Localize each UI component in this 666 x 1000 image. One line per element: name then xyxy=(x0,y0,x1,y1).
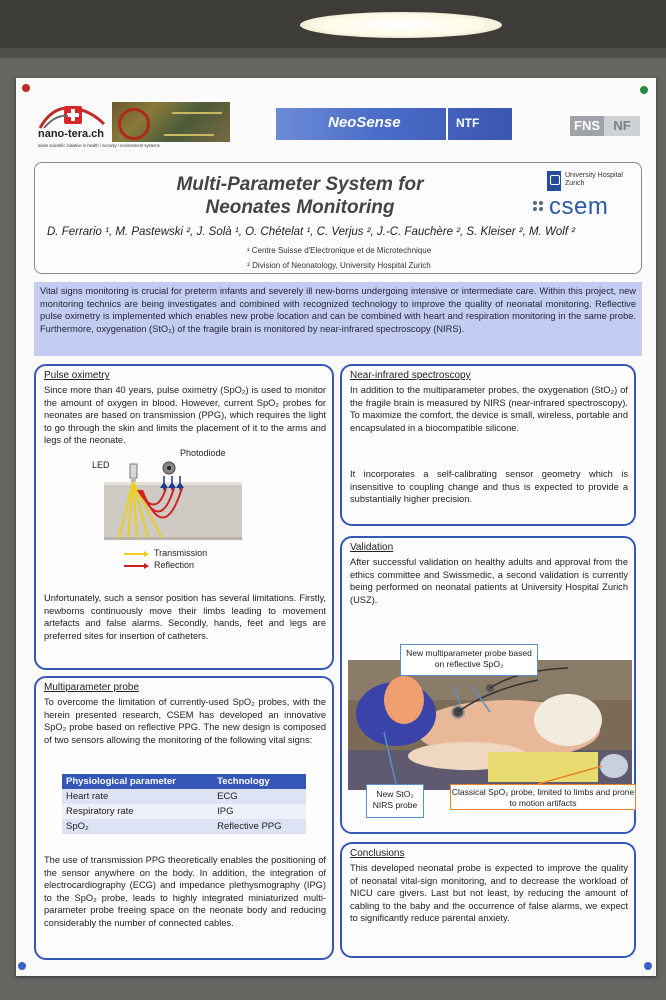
table-row xyxy=(62,819,306,834)
callout-multiparameter-probe: New multiparameter probe based on reflective SpO₂ xyxy=(400,644,538,676)
title-line-1: Multi-Parameter System for xyxy=(176,174,424,195)
nf-label: NF xyxy=(604,116,640,136)
project-code: NTF xyxy=(456,116,480,130)
poster xyxy=(16,78,656,976)
validation-heading: Validation xyxy=(350,542,394,553)
table-cell: Respiratory rate xyxy=(62,804,213,819)
csem-dots-icon xyxy=(533,201,543,211)
pin-icon xyxy=(22,84,30,92)
nirs-text-2: It incorporates a self-calibrating sensor geometry which is insensitive to coupling change and thus is expected to provide a substantially higher precision. xyxy=(350,469,628,505)
nanotera-logo-icon xyxy=(38,102,106,130)
csem-name: csem xyxy=(549,193,609,220)
multi-text-2: The use of transmission PPG theoretically enables the positioning of the sensor anywhere on the body. In addition, the integration of electrocardiography (ECG) and impedance plethysmography (IPG) to the SpO₂ probe, leads to highly integrated miniaturized multi-parameter probe freeing space on the neonate body and reducing considerably the number of connected cables. xyxy=(44,855,326,928)
ppg-diagram xyxy=(92,446,304,576)
affiliation-1: ¹ Centre Suisse d'Electronique et de Microtechnique xyxy=(246,246,432,255)
project-name: NeoSense xyxy=(328,114,401,131)
nirs-text-1: In addition to the multiparameter probes, the oxygenation (StO₂) of the fragile brain is measured by NIRS (near-infrared spectroscopy). To maximize the comfort, the device is small, wireless, portable and encapsulated in a biocompatible silicone. xyxy=(350,385,628,433)
led-label: LED xyxy=(92,460,110,470)
legend-transmission: Transmission xyxy=(154,548,208,558)
fnsnf-logo xyxy=(570,116,640,136)
table-cell: IPG xyxy=(213,804,306,819)
author-list: D. Ferrario ¹, M. Pastewski ², J. Solà ¹, O. Chételat ¹, C. Verjus ², J.-C. Fauchère ², S. Kleiser ², M. Wolf ² xyxy=(47,226,576,238)
table-header: Physiological parameter xyxy=(62,774,213,789)
table-header-row xyxy=(62,774,306,789)
multiparameter-box xyxy=(34,676,334,960)
vital-signs-table xyxy=(62,774,306,834)
nirs-heading: Near-infrared spectroscopy xyxy=(350,370,471,381)
multi-heading: Multiparameter probe xyxy=(44,682,140,693)
ceiling-lamp xyxy=(300,12,502,38)
pin-icon xyxy=(640,86,648,94)
pulse-text-1: Since more than 40 years, pulse oximetry (SpO₂) is used to monitor the amount of oxygen in blood. However, current SpO₂ probes for neonates are based on transmission (PPG), which requires the light to go through the skin and limits the placement of it to the arms and legs of the neonate. xyxy=(44,385,326,446)
pulse-heading: Pulse oximetry xyxy=(44,370,110,381)
fns-label: FNS xyxy=(570,116,604,136)
table-cell: Reflective PPG xyxy=(213,819,306,834)
nanotera-tagline: swiss scientific initiative in health / security / environment systems xyxy=(38,143,160,148)
nanotera-image-logo xyxy=(112,102,230,142)
usz-logo xyxy=(547,171,639,193)
conclusions-text: This developed neonatal probe is expected to improve the quality of neonatal vital-sign monitoring, and to decrease the workload of NICU care givers. Last but not least, by reducing the amount of cabling to the baby and the occurrence of false alarms, we expect to significantly reduce parental anxiety. xyxy=(350,863,628,924)
callout-classical-probe: Classical SpO₂ probe, limited to limbs and prone to motion artifacts xyxy=(450,784,636,810)
pin-icon xyxy=(644,962,652,970)
table-cell: SpO₂ xyxy=(62,819,213,834)
usz-name: University Hospital Zurich xyxy=(565,172,623,187)
intro-text: Vital signs monitoring is crucial for preterm infants and severely ill new-borns undergoing intensive or intermediate care. Within this project, new monitoring technics are being investigates and combined with recognized technology to improve the quality of neonatal monitoring. Reflective pulse oximetry is implemented which enables new probe location and can be combined with heart and respiration monitoring in the same probe. Furthermore, oxygenation (StO₂) of the fragile brain is monitored by near-infrared spectroscopy (NIRS). xyxy=(34,282,642,356)
conclusions-box xyxy=(340,842,636,958)
table-row xyxy=(62,804,306,819)
title-box xyxy=(34,162,642,274)
legend-reflection: Reflection xyxy=(154,560,195,570)
pin-icon xyxy=(18,962,26,970)
nirs-box xyxy=(340,364,636,526)
title-line-2: Neonates Monitoring xyxy=(205,197,395,218)
usz-icon xyxy=(547,171,561,191)
validation-box xyxy=(340,536,636,834)
photodiode-label: Photodiode xyxy=(180,448,226,458)
validation-text: After successful validation on healthy adults and approval from the ethics committee and Swissmedic, a second validation is currently being performed on neonatal patients at University Hospital Zurich (USZ). xyxy=(350,557,628,605)
conclusions-heading: Conclusions xyxy=(350,848,405,859)
nanotera-name: nano-tera.ch xyxy=(38,128,105,140)
table-cell: ECG xyxy=(213,789,306,804)
pulse-oximetry-box xyxy=(34,364,334,670)
neosense-banner xyxy=(276,108,512,140)
multi-text-1: To overcome the limitation of currently-used SpO₂ probes, with the herein presented research, CSEM has developed an innovative SpO₂ probe based on reflective PPG. The new design is composed of two sensors allowing the monitoring of the following vital signs: xyxy=(44,697,326,745)
table-row xyxy=(62,789,306,804)
table-header: Technology xyxy=(213,774,306,789)
pulse-text-2: Unfortunately, such a sensor position has several limitations. Firstly, newborns continuously move their limbs leading to movement artefacts and false alarms. Secondly, hands, feet and legs are preferred sites for insertion of catheters. xyxy=(44,593,326,641)
banner-divider xyxy=(446,108,448,140)
poster-title xyxy=(165,173,435,219)
callout-nirs-probe: New StO₂ NIRS probe xyxy=(366,784,424,818)
csem-logo xyxy=(533,193,643,223)
table-cell: Heart rate xyxy=(62,789,213,804)
affiliation-2: ² Division of Neonatology, University Hospital Zurich xyxy=(247,261,431,270)
